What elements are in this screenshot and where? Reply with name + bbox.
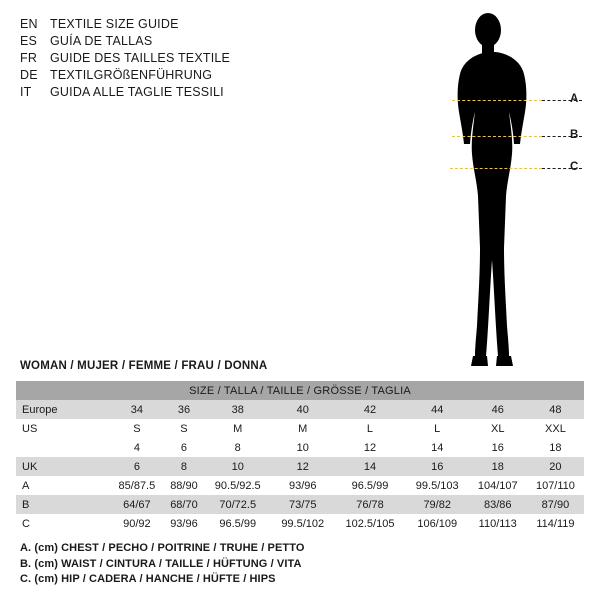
table-header-row bbox=[16, 381, 584, 400]
row-label bbox=[16, 438, 110, 457]
table-cell: 18 bbox=[527, 438, 584, 457]
table-cell: 8 bbox=[164, 457, 204, 476]
table-cell: 93/96 bbox=[271, 476, 334, 495]
table-cell: 14 bbox=[406, 438, 469, 457]
table-cell: 10 bbox=[271, 438, 334, 457]
table-cell: 107/110 bbox=[527, 476, 584, 495]
language-code: DE bbox=[20, 68, 38, 82]
table-cell: 70/72.5 bbox=[204, 495, 271, 514]
table-header-label: SIZE / TALLA / TAILLE / GRÖSSE / TAGLIA bbox=[16, 381, 584, 400]
table-cell: 83/86 bbox=[469, 495, 527, 514]
table-cell: 96.5/99 bbox=[204, 514, 271, 533]
table-cell: M bbox=[204, 419, 271, 438]
table-cell: 90.5/92.5 bbox=[204, 476, 271, 495]
table-cell: 12 bbox=[334, 438, 406, 457]
table-row bbox=[16, 495, 584, 514]
size-table bbox=[16, 381, 584, 533]
table-cell: XXL bbox=[527, 419, 584, 438]
table-cell: 8 bbox=[204, 438, 271, 457]
measure-line-a bbox=[452, 100, 542, 102]
measure-line-c bbox=[450, 168, 542, 170]
measure-label-c: C bbox=[570, 161, 579, 173]
measure-line-b bbox=[452, 136, 542, 138]
table-cell: 40 bbox=[271, 400, 334, 419]
table-cell: 110/113 bbox=[469, 514, 527, 533]
language-code: EN bbox=[20, 17, 38, 31]
woman-silhouette-icon bbox=[430, 8, 590, 376]
language-row bbox=[20, 50, 350, 67]
table-cell: 48 bbox=[527, 400, 584, 419]
table-row bbox=[16, 476, 584, 495]
language-title: GUIDE DES TAILLES TEXTILE bbox=[50, 51, 231, 65]
table-cell: L bbox=[334, 419, 406, 438]
table-cell: 16 bbox=[406, 457, 469, 476]
table-cell: 18 bbox=[469, 457, 527, 476]
measurement-legend bbox=[20, 541, 305, 588]
table-cell: 6 bbox=[164, 438, 204, 457]
table-cell: 85/87.5 bbox=[110, 476, 164, 495]
legend-line-a: A. (cm) CHEST / PECHO / POITRINE / TRUHE / PETTO bbox=[20, 542, 305, 554]
table-cell: 42 bbox=[334, 400, 406, 419]
table-cell: L bbox=[406, 419, 469, 438]
measure-label-b: B bbox=[570, 129, 579, 141]
table-cell: 102.5/105 bbox=[334, 514, 406, 533]
language-title: TEXTILE SIZE GUIDE bbox=[50, 17, 179, 31]
language-row bbox=[20, 84, 350, 101]
table-cell: 64/67 bbox=[110, 495, 164, 514]
table-cell: 104/107 bbox=[469, 476, 527, 495]
row-label: B bbox=[16, 495, 110, 514]
table-cell: 106/109 bbox=[406, 514, 469, 533]
language-row bbox=[20, 16, 350, 33]
table-cell: 99.5/102 bbox=[271, 514, 334, 533]
row-label: A bbox=[16, 476, 110, 495]
table-cell: 46 bbox=[469, 400, 527, 419]
table-cell: 93/96 bbox=[164, 514, 204, 533]
table-cell: 34 bbox=[110, 400, 164, 419]
table-row bbox=[16, 514, 584, 533]
table-row bbox=[16, 419, 584, 438]
table-cell: 6 bbox=[110, 457, 164, 476]
body-figure bbox=[430, 8, 590, 376]
table-cell: 88/90 bbox=[164, 476, 204, 495]
language-title: TEXTILGRÖßENFÜHRUNG bbox=[50, 68, 213, 82]
row-label: C bbox=[16, 514, 110, 533]
table-cell: 96.5/99 bbox=[334, 476, 406, 495]
table-cell: 68/70 bbox=[164, 495, 204, 514]
table-cell: 87/90 bbox=[527, 495, 584, 514]
table-cell: XL bbox=[469, 419, 527, 438]
table-cell: 73/75 bbox=[271, 495, 334, 514]
language-code: IT bbox=[20, 85, 32, 99]
table-cell: 16 bbox=[469, 438, 527, 457]
section-title: WOMAN / MUJER / FEMME / FRAU / DONNA bbox=[20, 360, 268, 372]
language-row bbox=[20, 33, 350, 50]
legend-line-b: B. (cm) WAIST / CINTURA / TAILLE / HÜFTUNG / VITA bbox=[20, 557, 302, 570]
table-cell: S bbox=[110, 419, 164, 438]
row-label: UK bbox=[16, 457, 110, 476]
language-code: ES bbox=[20, 34, 38, 48]
table-row bbox=[16, 438, 584, 457]
language-row bbox=[20, 67, 350, 84]
row-label: Europe bbox=[16, 400, 110, 419]
language-title: GUIDA ALLE TAGLIE TESSILI bbox=[50, 85, 224, 99]
table-cell: 99.5/103 bbox=[406, 476, 469, 495]
table-cell: 114/119 bbox=[527, 514, 584, 533]
language-code: FR bbox=[20, 51, 38, 65]
table-cell: 14 bbox=[334, 457, 406, 476]
table-cell: 44 bbox=[406, 400, 469, 419]
table-cell: 12 bbox=[271, 457, 334, 476]
language-header bbox=[20, 16, 350, 101]
language-title: GUÍA DE TALLAS bbox=[50, 34, 153, 48]
table-cell: 4 bbox=[110, 438, 164, 457]
table-cell: 20 bbox=[527, 457, 584, 476]
table-row bbox=[16, 400, 584, 419]
table-cell: 38 bbox=[204, 400, 271, 419]
table-cell: 36 bbox=[164, 400, 204, 419]
table-row bbox=[16, 457, 584, 476]
table-cell: 10 bbox=[204, 457, 271, 476]
legend-line-c: C. (cm) HIP / CADERA / HANCHE / HÜFTE / HIPS bbox=[20, 573, 276, 585]
table-cell: 79/82 bbox=[406, 495, 469, 514]
row-label: US bbox=[16, 419, 110, 438]
measure-label-a: A bbox=[570, 93, 579, 105]
table-cell: M bbox=[271, 419, 334, 438]
table-cell: 76/78 bbox=[334, 495, 406, 514]
table-cell: 90/92 bbox=[110, 514, 164, 533]
table-cell: S bbox=[164, 419, 204, 438]
